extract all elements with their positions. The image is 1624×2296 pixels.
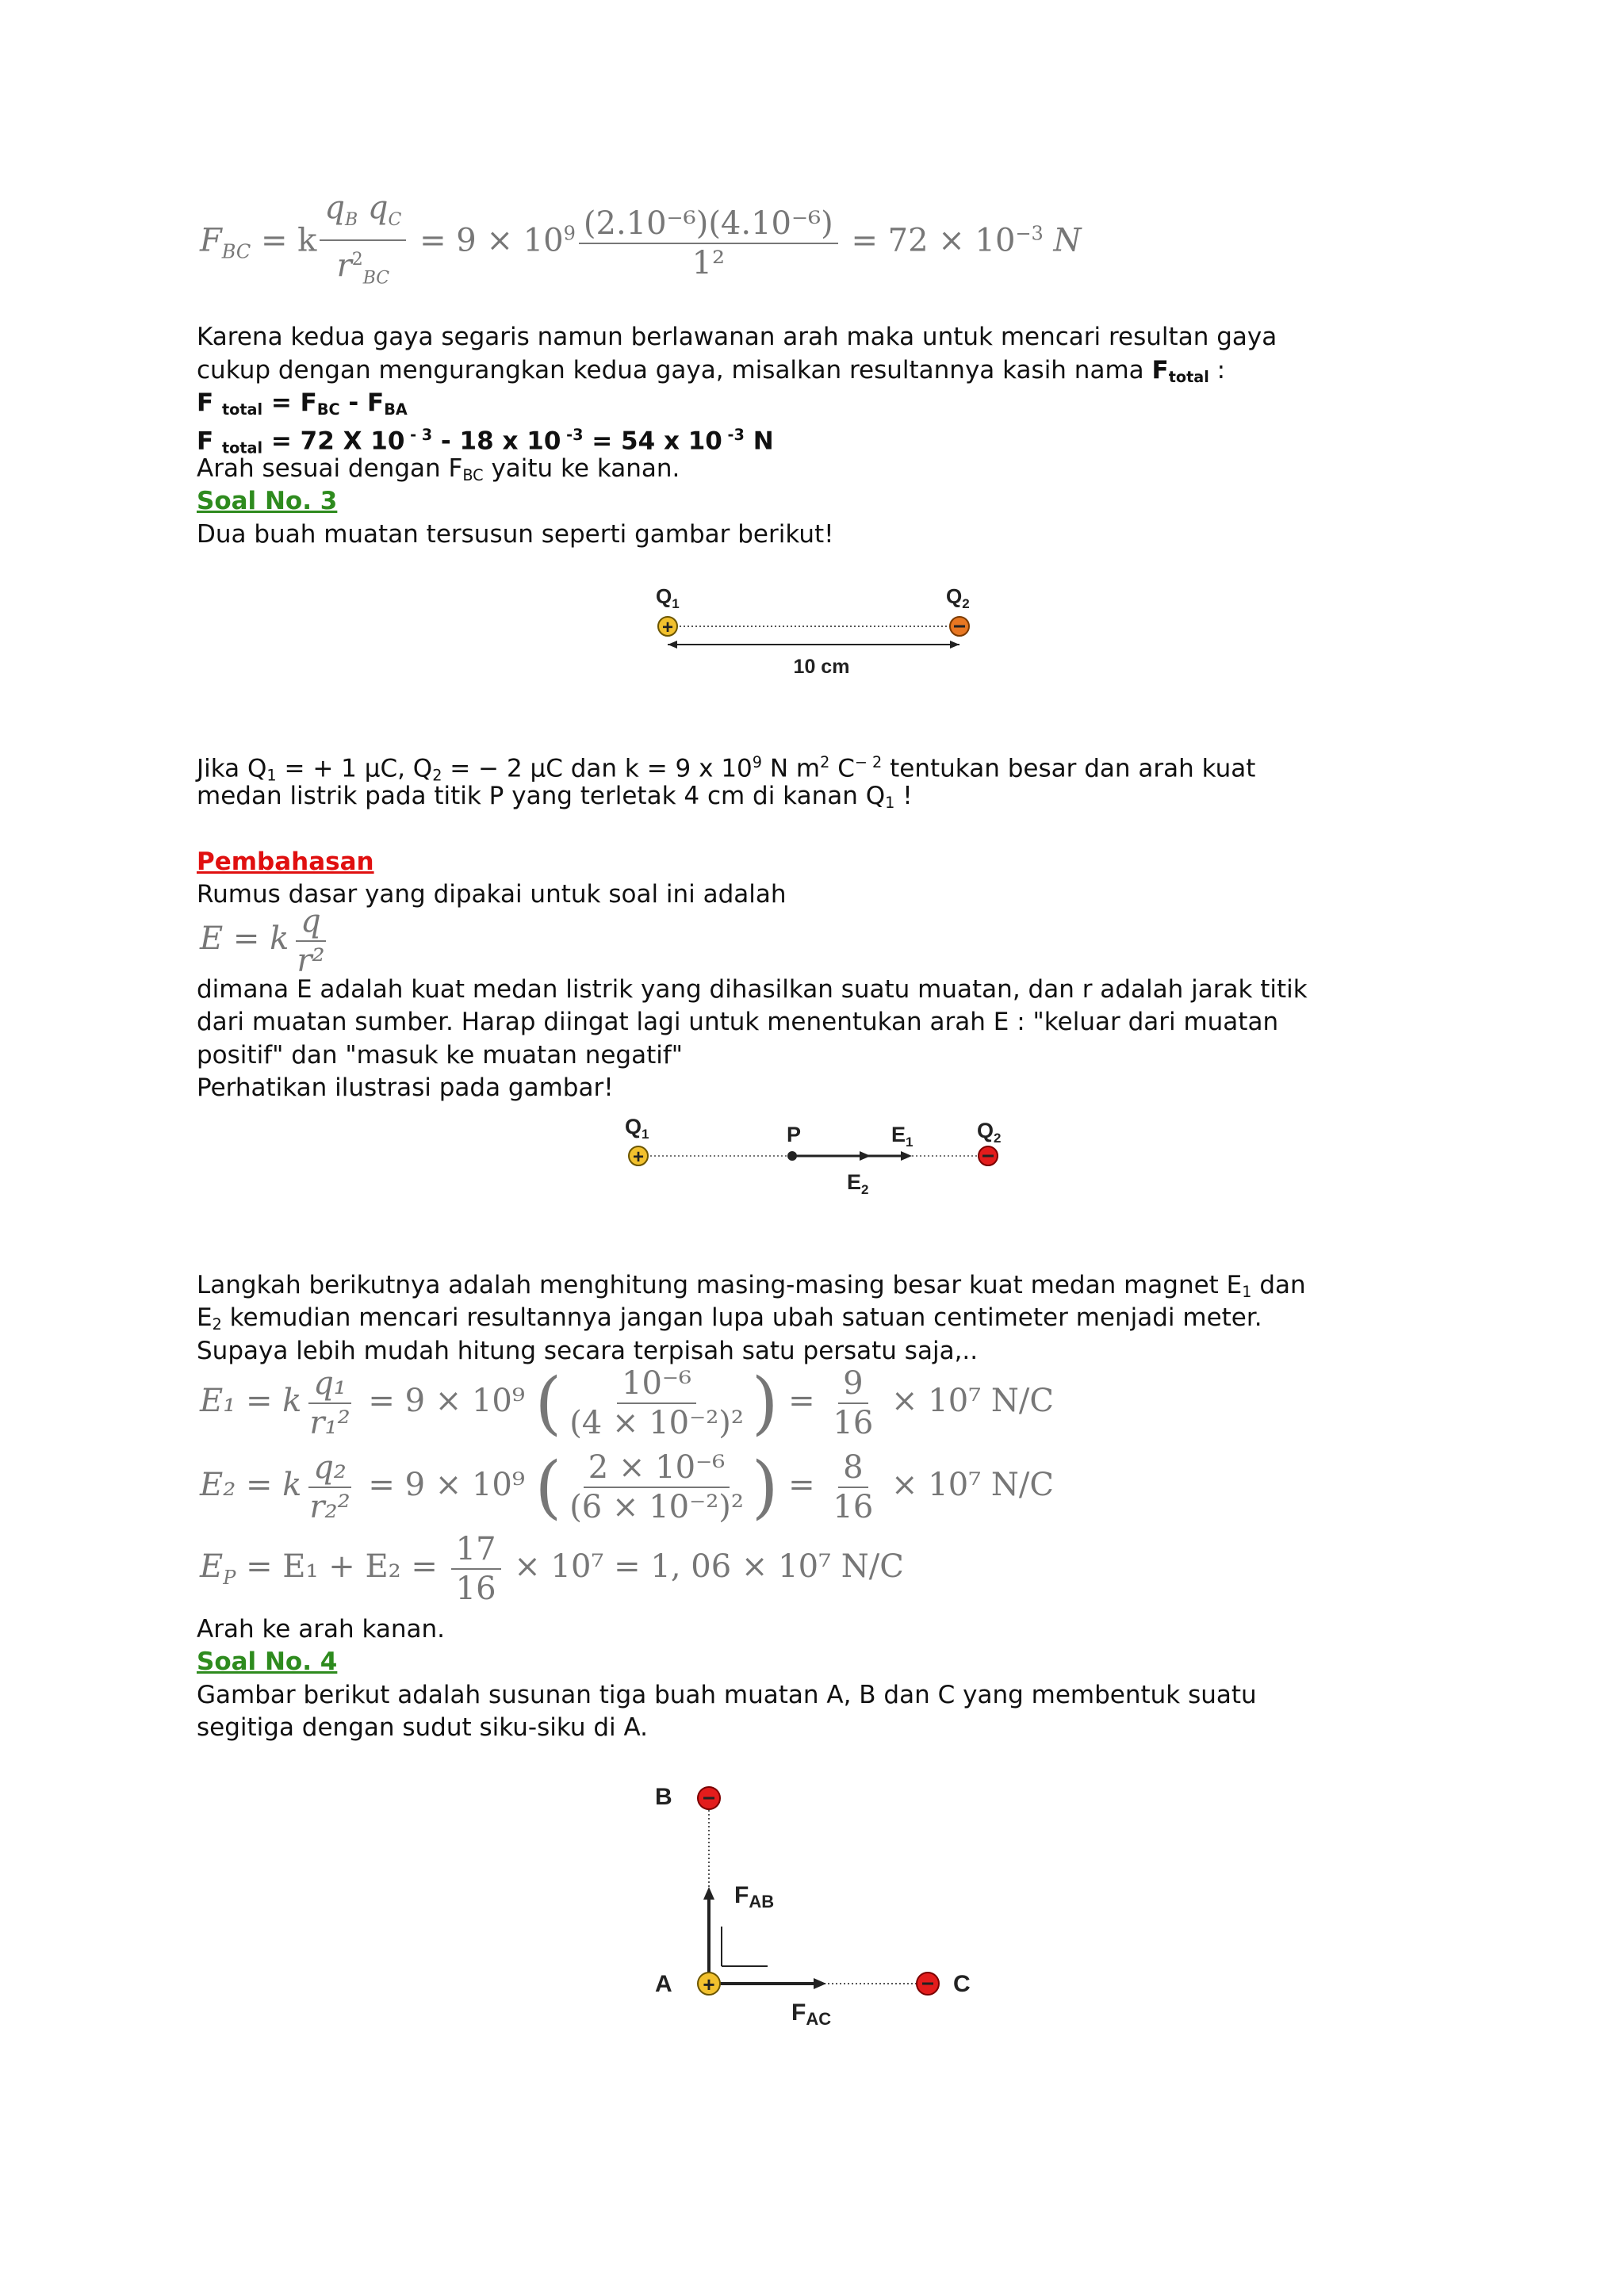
arrow-right-icon <box>901 1151 912 1161</box>
arrow-left-icon <box>668 641 677 649</box>
pembahasan-d1: dimana E adalah kuat medan listrik yang dihasilkan suatu muatan, dan r adalah jarak titik <box>197 975 1308 1004</box>
fig3-distance-label: 10 cm <box>793 656 850 678</box>
ftotal-eq2: F $_{total}$ = 72 X 10 $^{- 3}$ - 18 x 10 $^{-3}$ = 54 x 10 $^{-3}$ N <box>197 426 774 457</box>
fig4-c-label: C <box>953 1971 971 1997</box>
fig4-b-label: B <box>655 1784 672 1810</box>
soal-4-line2: segitiga dengan sudut siku-siku di A. <box>197 1713 649 1742</box>
fig-e1-label: $E_1$ <box>891 1123 914 1150</box>
arrow-right-icon <box>860 1151 871 1161</box>
soal-3-intro: Dua buah muatan tersusun seperti gambar berikut! <box>197 520 834 549</box>
para1-line1: Karena kedua gaya segaris namun berlawanan arah maka untuk mencari resultan gaya <box>197 323 1277 351</box>
pembahasan-d4: Perhatikan ilustrasi pada gambar! <box>197 1073 614 1102</box>
langkah-line1: Langkah berikutnya adalah menghitung masing-masing besar kuat medan magnet $E_1$ dan <box>197 1271 1306 1301</box>
formula-e1: E₁ = k $\frac{\text{q₁}}{\text{r₁²}}$ = 9 × 10⁹ ( $\frac{\text{10⁻⁶}}{\text{(4 × 10⁻²)²}}$ ) = $\frac{9}{16}$ × 10⁷ N/C <box>200 1364 1054 1443</box>
arah-line: Arah ke arah kanan. <box>197 1615 446 1644</box>
formula-ep: $E_P = E_1 + E_2$ = $\frac{17}{16}$ × 10⁷ = 1, 06 × 10⁷ N/C <box>200 1531 904 1607</box>
formula-e2: E₂ = k $\frac{\text{q₂}}{\text{r₂²}}$ = 9 × 10⁹ ( $\frac{\text{2 × 10⁻⁶}}{\text{(6 × 10⁻²)²}}$ ) = $\frac{8}{16}$ × 10⁷ N/C <box>200 1448 1054 1527</box>
arrow-right-icon <box>950 641 959 649</box>
fig3-q2-label: $Q_2$ <box>946 584 970 611</box>
arrow-up-icon <box>703 1887 714 1900</box>
langkah-line3: Supaya lebih mudah hitung secara terpisah satu persatu saja,.. <box>197 1337 979 1365</box>
pembahasan-d3: positif" dan "masuk ke muatan negatif" <box>197 1041 684 1070</box>
soal-3-figure <box>634 583 999 686</box>
soal-3-question-line2: medan listrik pada titik P yang terletak 4 cm di kanan $Q_1$ ! <box>197 782 913 812</box>
soal-4-heading[interactable]: Soal No. 4 <box>197 1647 338 1676</box>
fig-q2-label: $Q_2$ <box>977 1119 1002 1146</box>
soal-3-question-line1: Jika $Q_1$ = + 1 μC, $Q_2$ = − 2 μC dan k = 9 x $10^9$ N $m^2$ $C^{- 2}$ tentukan besar dan arah kuat <box>197 753 1256 785</box>
field-figure <box>611 1110 1023 1213</box>
pembahasan-line1: Rumus dasar yang dipakai untuk soal ini adalah <box>197 880 787 909</box>
plus-icon: + <box>632 1146 645 1168</box>
plus-icon: + <box>661 617 674 638</box>
fig4-fab-label: $F_{AB}$ <box>734 1882 775 1911</box>
plus-icon: + <box>703 1973 715 1996</box>
soal-4-line1: Gambar berikut adalah susunan tiga buah muatan A, B dan C yang membentuk suatu <box>197 1681 1257 1709</box>
direction-line: Arah sesuai dengan $F_{BC}$ yaitu ke kanan. <box>197 454 680 484</box>
fig4-a-label: A <box>655 1971 672 1997</box>
ftotal-eq1: F $_{total} = F_{BC} - F_{BA}$ <box>197 388 408 419</box>
fig3-q1-label: $Q_1$ <box>656 584 680 611</box>
fig-q1-label: $Q_1$ <box>625 1115 649 1142</box>
pembahasan-d2: dari muatan sumber. Harap diingat lagi untuk menentukan arah E : "keluar dari muatan <box>197 1008 1279 1036</box>
formula-fbc: $F_{BC} = k$ $\frac{q_B q_C}{r^2_{BC}}$ = $9 \times 10^9$ $\frac{\text{(2.10⁻⁶)(4.10⁻⁶)}}{\text{1²}}$ = $72 \times 10^{-3}$ N <box>200 189 1082 289</box>
fig4-fac-label: $F_{AC}$ <box>791 1999 832 2029</box>
para1-line2: cukup dengan mengurangkan kedua gaya, misalkan resultannya kasih nama $F_{total}$ : <box>197 356 1226 386</box>
fig-p-label: P <box>787 1123 802 1146</box>
soal-3-heading[interactable]: Soal No. 3 <box>197 487 338 515</box>
fig-e2-label: $E_2$ <box>847 1170 869 1197</box>
triangle-figure <box>642 1776 991 2038</box>
formula-e: E = k $\frac{q}{\text{r²}}$ <box>200 903 325 979</box>
pembahasan-heading[interactable]: Pembahasan <box>197 848 374 876</box>
langkah-line2: $E_2$ kemudian mencari resultannya jangan lupa ubah satuan centimeter menjadi meter. <box>197 1303 1262 1334</box>
arrow-right-icon <box>814 1978 826 1989</box>
